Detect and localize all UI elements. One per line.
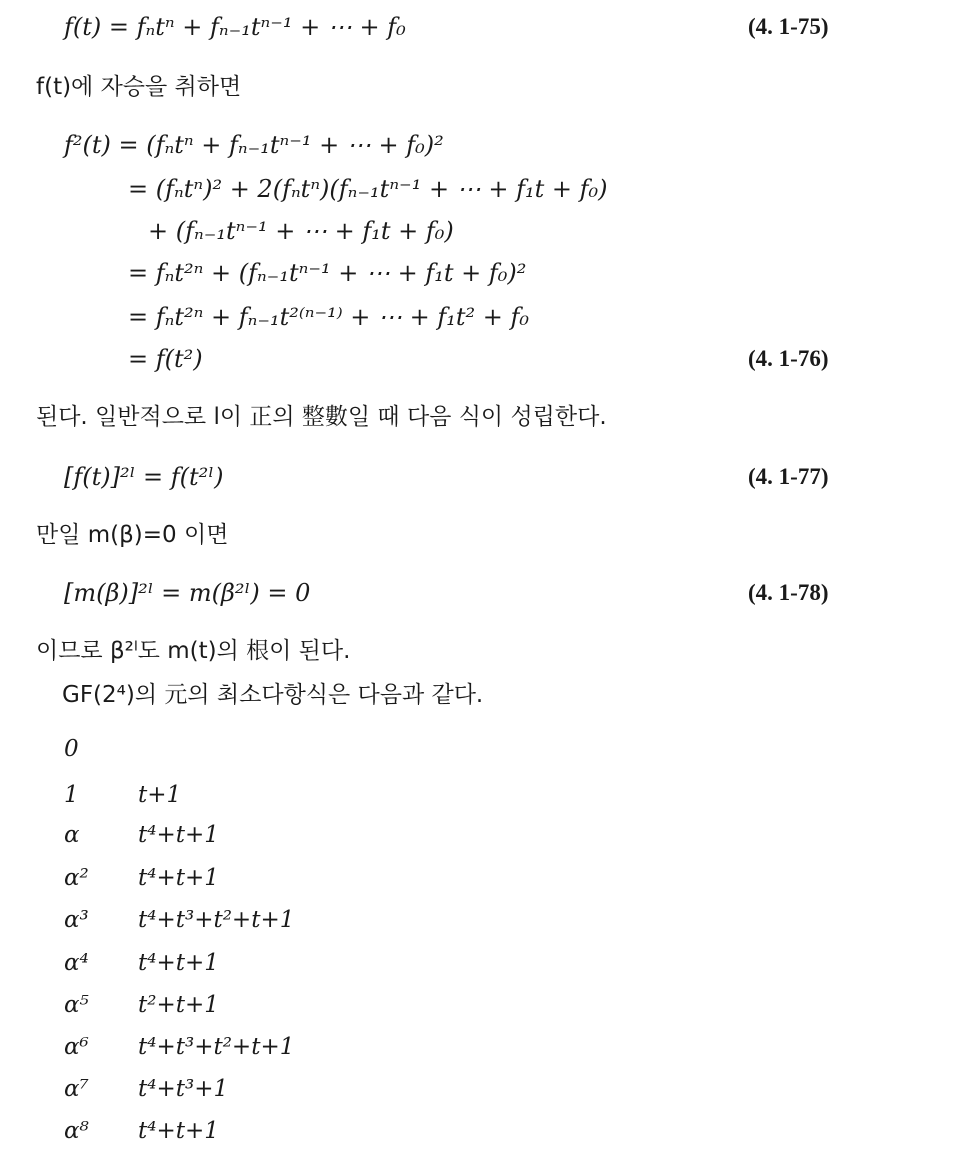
table-element: 0 bbox=[64, 736, 79, 762]
table-poly: t⁴+t³+1 bbox=[138, 1076, 229, 1102]
table-element: α⁷ bbox=[64, 1076, 89, 1102]
equation-4-1-76-line1: f²(t) = (fₙtⁿ + fₙ₋₁tⁿ⁻¹ + ⋯ + f₀)² bbox=[64, 131, 444, 159]
table-element: α⁵ bbox=[64, 992, 89, 1018]
equation-number-77: (4. 1-77) bbox=[748, 464, 829, 489]
table-element: α³ bbox=[64, 907, 89, 933]
equation-number-75: (4. 1-75) bbox=[748, 14, 829, 39]
equation-4-1-78: [m(β)]²ˡ = m(β²ˡ) = 0 bbox=[64, 579, 311, 607]
equation-number-76: (4. 1-76) bbox=[748, 346, 829, 371]
table-poly: t²+t+1 bbox=[138, 992, 219, 1018]
table-poly: t⁴+t+1 bbox=[138, 865, 219, 891]
table-element: α bbox=[64, 822, 80, 848]
equation-number-78: (4. 1-78) bbox=[748, 580, 829, 605]
paragraph-square: f(t)에 자승을 취하면 bbox=[36, 74, 242, 100]
table-poly: t+1 bbox=[138, 782, 182, 808]
table-element: α² bbox=[64, 865, 89, 891]
table-poly: t⁴+t³+t²+t+1 bbox=[138, 907, 295, 933]
equation-4-1-75: f(t) = fₙtⁿ + fₙ₋₁tⁿ⁻¹ + ⋯ + f₀ bbox=[64, 13, 406, 41]
equation-4-1-76-line2: = (fₙtⁿ)² + 2(fₙtⁿ)(fₙ₋₁tⁿ⁻¹ + ⋯ + f₁t + f₀) bbox=[128, 175, 608, 203]
table-poly: t⁴+t+1 bbox=[138, 950, 219, 976]
paragraph-if: 만일 m(β)=0 이면 bbox=[36, 522, 229, 548]
equation-4-1-76-line4: = fₙt²ⁿ + (fₙ₋₁tⁿ⁻¹ + ⋯ + f₁t + f₀)² bbox=[128, 259, 527, 287]
table-element: α⁴ bbox=[64, 950, 89, 976]
table-element: α⁸ bbox=[64, 1118, 89, 1144]
equation-4-1-76-line6: = f(t²) bbox=[128, 345, 203, 373]
equation-4-1-76-line3: + (fₙ₋₁tⁿ⁻¹ + ⋯ + f₁t + f₀) bbox=[148, 217, 454, 245]
paragraph-minimal-polynomial: GF(2⁴)의 元의 최소다항식은 다음과 같다. bbox=[62, 682, 484, 708]
table-poly: t⁴+t+1 bbox=[138, 1118, 219, 1144]
table-poly: t⁴+t³+t²+t+1 bbox=[138, 1034, 295, 1060]
equation-4-1-77: [f(t)]²ˡ = f(t²ˡ) bbox=[64, 463, 224, 491]
paragraph-general: 된다. 일반적으로 l이 正의 整數일 때 다음 식이 성립한다. bbox=[36, 404, 607, 430]
table-element: α⁶ bbox=[64, 1034, 89, 1060]
table-element: 1 bbox=[64, 782, 79, 808]
paragraph-root: 이므로 β²ˡ도 m(t)의 根이 된다. bbox=[36, 638, 351, 664]
table-poly: t⁴+t+1 bbox=[138, 822, 219, 848]
equation-4-1-76-line5: = fₙt²ⁿ + fₙ₋₁t²⁽ⁿ⁻¹⁾ + ⋯ + f₁t² + f₀ bbox=[128, 303, 530, 331]
